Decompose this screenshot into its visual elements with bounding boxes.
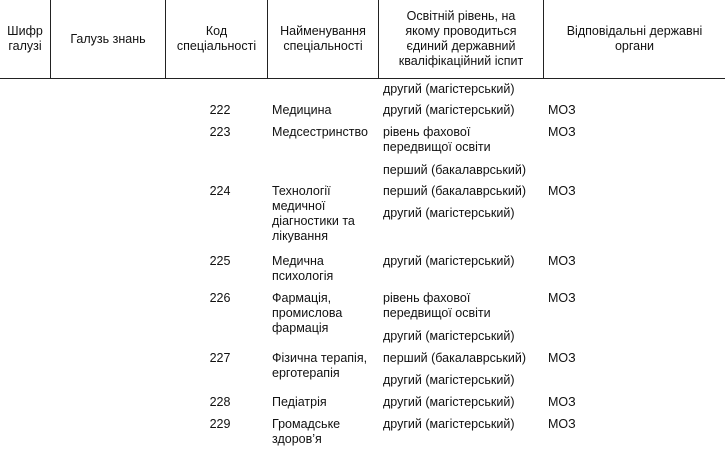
level-cell: передвищої освіти — [383, 140, 491, 154]
table-header — [0, 0, 725, 79]
header-text: галузі — [8, 39, 42, 53]
header-text: Освітній рівень, на — [406, 9, 516, 23]
name-cell: промислова — [272, 306, 343, 320]
name-cell: лікування — [272, 229, 328, 243]
name-cell: Медсестринство — [272, 125, 368, 139]
name-cell: Фізична терапія, — [272, 351, 368, 365]
level-cell: другий (магістерський) — [383, 82, 515, 96]
org-cell: МОЗ — [548, 184, 576, 198]
header-text: спеціальності — [283, 39, 363, 53]
org-cell: МОЗ — [548, 395, 576, 409]
org-cell: МОЗ — [548, 351, 576, 365]
level-cell: другий (магістерський) — [383, 373, 515, 387]
level-cell: перший (бакалаврський) — [383, 184, 527, 198]
name-cell: Медицина — [272, 103, 332, 117]
level-cell: другий (магістерський) — [383, 417, 515, 431]
code-cell: 228 — [209, 395, 231, 409]
header-text: якому проводиться — [405, 24, 517, 38]
code-cell: 223 — [209, 125, 231, 139]
level-cell: другий (магістерський) — [383, 254, 515, 268]
code-cell: 225 — [209, 254, 231, 268]
level-cell: перший (бакалаврський) — [383, 351, 527, 365]
org-cell: МОЗ — [548, 254, 576, 268]
level-cell: другий (магістерський) — [383, 103, 515, 117]
name-cell: діагностики та — [272, 214, 355, 228]
header-text: єдиний державний — [406, 39, 516, 53]
header-specialty-name — [268, 0, 378, 78]
org-cell: МОЗ — [548, 125, 576, 139]
code-cell: 222 — [209, 103, 231, 117]
header-field-of-knowledge — [51, 0, 165, 78]
header-responsible-bodies — [544, 0, 725, 78]
name-cell: Фармація, — [272, 291, 332, 305]
code-cell: 226 — [209, 291, 231, 305]
name-cell: Медична — [272, 254, 324, 268]
code-cell: 229 — [209, 417, 231, 431]
header-text: Шифр — [7, 24, 43, 38]
header-industry-code — [0, 0, 50, 78]
code-cell: 227 — [209, 351, 231, 365]
org-cell: МОЗ — [548, 103, 576, 117]
level-cell: рівень фахової — [383, 291, 471, 305]
header-specialty-code — [166, 0, 267, 78]
org-cell: МОЗ — [548, 417, 576, 431]
name-cell: психологія — [272, 269, 334, 283]
level-cell: другий (магістерський) — [383, 329, 515, 343]
header-text: Відповідальні державні — [566, 24, 703, 38]
header-text: Найменування — [280, 24, 366, 38]
name-cell: фармація — [272, 321, 329, 335]
name-cell: ерготерапія — [272, 366, 340, 380]
header-text: Галузь знань — [70, 31, 146, 46]
header-text: органи — [614, 39, 655, 53]
name-cell: Педіатрія — [272, 395, 327, 409]
name-cell: Громадське — [272, 417, 341, 431]
level-cell: другий (магістерський) — [383, 206, 515, 220]
level-cell: передвищої освіти — [383, 306, 491, 320]
header-text: Код — [205, 24, 228, 38]
level-cell: перший (бакалаврський) — [383, 163, 527, 177]
header-education-level — [379, 0, 543, 78]
header-text: спеціальності — [176, 39, 257, 53]
level-cell: другий (магістерський) — [383, 395, 515, 409]
name-cell: здоров’я — [272, 432, 322, 446]
name-cell: медичної — [272, 199, 326, 213]
level-cell: рівень фахової — [383, 125, 471, 139]
name-cell: Технології — [272, 184, 331, 198]
org-cell: МОЗ — [548, 291, 576, 305]
header-text: кваліфікаційний іспит — [398, 54, 524, 68]
code-cell: 224 — [209, 184, 231, 198]
